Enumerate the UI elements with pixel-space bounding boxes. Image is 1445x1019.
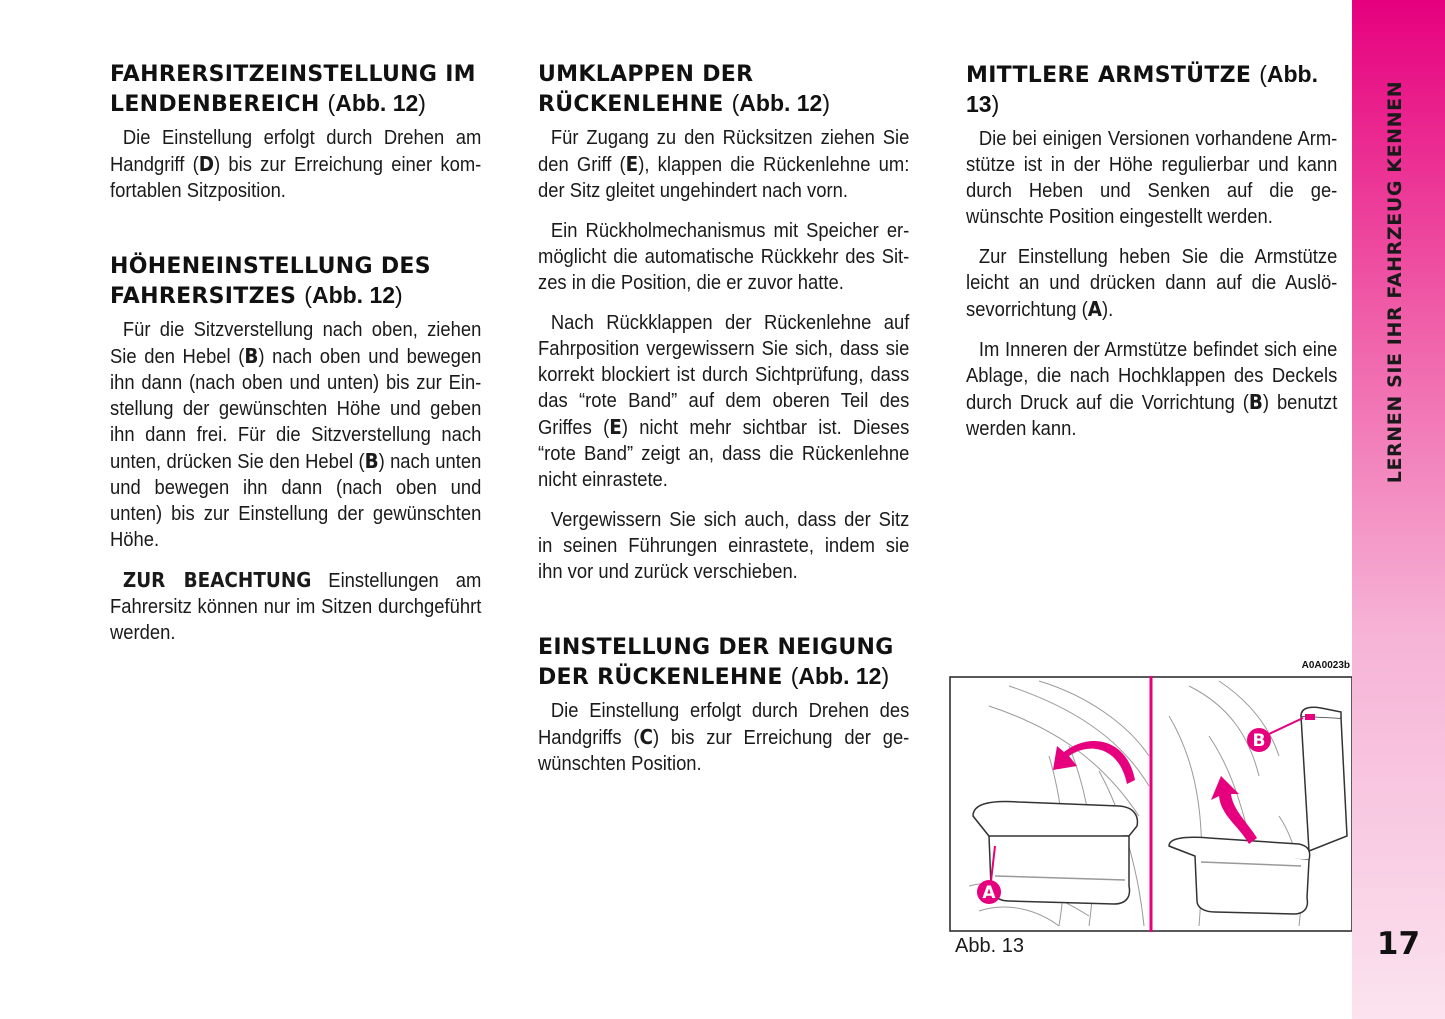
section-title-recline [538,633,910,692]
paragraph: Die Einstellung erfolgt durch Drehen am Handgriff (D) bis zur Erreichung einer komfortablen Sitzposition. [110,127,482,202]
paragraph: Ein Rückholmechanismus mit Speicher ermöglicht die automatische Rückkehr des Sitzes in die Position, die er zuvor hatte. [538,220,910,294]
armrest-illustration [949,676,1353,932]
paragraph: Nach Rückklappen der Rückenlehne auf Fahrposition vergewissern Sie sich, dass sie korrekt blockiert ist durch Sichtprüfung, dass das “rote Band” auf dem oberen Teil des Griffes (E) nicht mehr sichtbar ist. Dieses “rote Band” zeigt an, dass die Rückenlehne nicht einrastete. [538,312,910,491]
figure-reference: (Abb. 13) [966,61,1318,117]
section-title-lumbar [110,60,482,119]
label-b: B [1252,731,1266,751]
figure-code: A0A0023b [1301,660,1350,671]
figure-reference: (Abb. 12) [790,663,890,689]
column-middle [538,60,910,791]
figure-reference: (Abb. 12) [304,282,403,308]
paragraph: Die bei einigen Versionen vorhandene Armstütze ist in der Höhe regulierbar und kann durch Heben und Senken auf die gewünschte Position eingestellt werden. [966,128,1338,228]
section-title-armrest [966,60,1338,120]
chapter-title: LERNEN SIE IHR FAHRZEUG KENNEN [1384,80,1406,484]
column-left [110,60,482,660]
section-title-fold-backrest [538,60,910,119]
section-title-text: UMKLAPPEN DER RÜCKENLEHNE [538,62,754,117]
paragraph: Im Inneren der Armstütze befindet sich eine Ablage, die nach Hochklappen des Deckels durch Druck auf die Vorrichtung (B) benutzt werden kann. [966,339,1338,440]
figure-reference: (Abb. 12) [327,90,426,116]
section-title-text: EINSTELLUNG DER NEIGUNG DER RÜCKENLEHNE [538,635,894,690]
paragraph: Die Einstellung erfolgt durch Drehen des Handgriffs (C) bis zur Erreichung der gewünschten Position. [538,700,910,775]
note-paragraph: ZUR BEACHTUNG Einstellungen am Fahrersitz können nur im Sitzen durchgeführt werden. [110,568,482,644]
section-title-text: MITTLERE ARMSTÜTZE [966,63,1252,88]
paragraph: Zur Einstellung heben Sie die Armstütze leicht an und drücken dann auf die Auslösevorrichtung (A). [966,246,1338,321]
figure-reference: (Abb. 12) [731,90,831,116]
figure-caption: Abb. 13 [955,935,1024,957]
section-title-height [110,252,482,311]
label-a: A [982,883,996,903]
column-right [966,60,1338,456]
note-title: ZUR BEACHTUNG [122,568,312,592]
section-title-text: FAHRERSITZEINSTELLUNG IM LENDENBEREICH [110,62,476,117]
paragraph: Für die Sitzverstellung nach oben, ziehen Sie den Hebel (B) nach oben und bewegen ihn dann (nach oben und unten) bis zur Einstellung der gewünschten Höhe und geben ihn dann frei. Für die Sitzverstellung nach unten, drücken Sie den Hebel (B) nach unten und bewegen ihn dann (nach oben und unten) bis zur Einstellung der gewünschten Höhe. [110,319,482,551]
paragraph: Vergewissern Sie sich auch, dass der Sitz in seinen Führungen einrastete, indem sie ihn vor und zurück verschieben. [538,509,910,583]
section-title-text: HÖHENEINSTELLUNG DES FAHRERSITZES [110,254,431,309]
paragraph: Für Zugang zu den Rücksitzen ziehen Sie den Griff (E), klappen die Rückenlehne um: der Sitz gleitet ungehindert nach vorn. [538,127,910,202]
page-number: 17 [1376,926,1421,962]
